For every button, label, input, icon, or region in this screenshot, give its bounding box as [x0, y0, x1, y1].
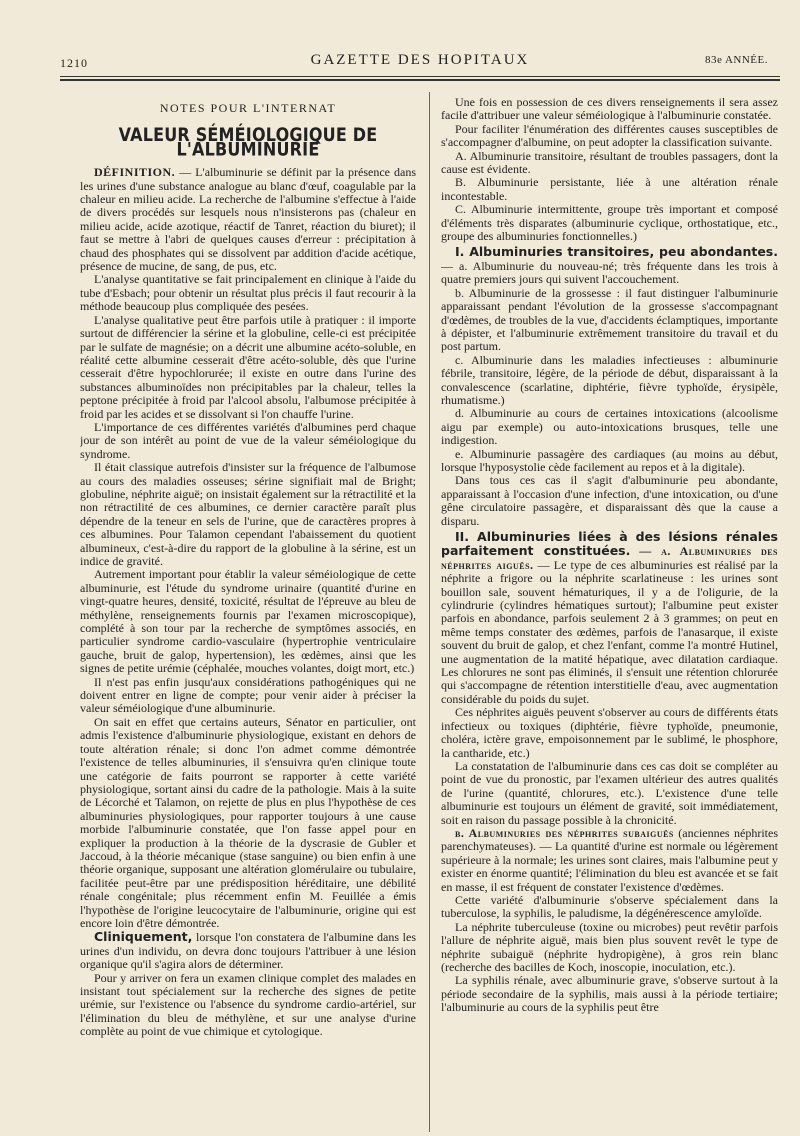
paragraph: Il n'est pas enfin jusqu'aux considérations pathogéniques qui ne doivent entrer en ligne de compte; pour venir aider à préciser la valeur séméiologique d'une albuminurie. — [80, 674, 416, 716]
paragraph: Dans tous ces cas il s'agit d'albuminurie peu abondante, apparaissant à l'occasion d'une infection, d'une intoxication, ou d'une gêne circulatoire passagère, et disparaissant dès que la cause a disparu. — [441, 473, 778, 528]
paragraph — [441, 827, 778, 894]
right-column — [441, 96, 778, 1131]
paragraph: Une fois en possession de ces divers renseignements il sera assez facile d'attribuer une valeur séméiologique à l'albuminurie constatée. — [441, 96, 778, 123]
paragraph: La néphrite tuberculeuse (toxine ou microbes) peut revêtir parfois l'allure de néphrite aiguë, mais bien plus souvent revêt le type de néphrite subaiguë (néphrite hydropigène), à gros rein blanc (recherche des bacilles de Koch, inoscopie, inoculation, etc.). — [441, 919, 778, 974]
paragraph: c. Albuminurie dans les maladies infectieuses : albuminurie fébrile, transitoire, légère, de la période de début, disparaissant à la convalescence (scarlatine, diphtérie, fièvre typhoïde, érysipèle, rhumatisme.) — [441, 352, 778, 407]
paragraph — [441, 530, 778, 706]
paragraph-text: — Le type de ces albuminuries est réalisé par la néphrite a frigore ou la néphrite scarlatineuse : les urines sont bouillon sale, souvent hématuriques, il y a de l'oligurie, de la cylindrurie (cylindres hématiques surtout); l'albumine peut exister parfois en abondance, parfois seulement 2 à 3 grammes; on peut en même temps constater des œdèmes, parfois de l'anasarque, il existe souvent du bruit de galop, et chez l'enfant, comme l'a montré Hutinel, une augmentation de la matité hépatique, avec dilatation cardiaque. Les chlorures ne sont pas éliminés, il s'ensuit une rétention chlorurée qui s'accompagne de rétention interstitielle d'eau, avec augmentation considérable du poids du sujet. — [441, 557, 778, 706]
column-divider — [429, 92, 430, 1132]
paragraph: Cette variété d'albuminurie s'observe spécialement dans la tuberculose, la syphilis, le paludisme, la dégénérescence amyloïde. — [441, 892, 778, 921]
clinique-label: Cliniquement, — [94, 929, 193, 945]
paragraph: La syphilis rénale, avec albuminurie grave, s'observe surtout à la période secondaire de la syphilis, mais aussi à la période tertiaire; l'albuminurie au cours de la syphilis peut être — [441, 973, 778, 1015]
paragraph — [441, 245, 778, 286]
paragraph-text: (anciennes néphrites parenchymateuses). — La quantité d'urine est normale ou légèrement supérieure à la normale; les urines sont claires, mais l'albumine peut y exister en énorme quantité; l'élimination du bleu est avancée et se fait en masse, il est fréquent de constater l'existence d'œdèmes. — [441, 825, 778, 894]
paragraph: On sait en effet que certains auteurs, Sénator en particulier, ont admis l'existence d'albuminurie physiologique, existant en dehors de toute altération rénale; si donc l'on admet comme démontrée l'existence de telles albuminuries, il s'ensuivra qu'en clinique toute une catégorie de faits pourront se rapporter à cette variété physiologique, sortant ainsi du cadre de la pathologie. Mais à la suite de Lécorché et Talamon, on rejette de plus en plus l'hypothèse de ces albuminuries physiologiques, pour rapporter toujours à une cause morbide l'albuminurie constatée, que l'on fasse appel pour en expliquer la production à la théorie de la dyscrasie de Gubler et Jaccoud, à la théorie mécanique (stase sanguine) ou bien enfin à une théorie organique, supposant une altération glomérulaire ou tubulaire, facilitée peut-être par une prédisposition héréditaire, une débilité rénale congénitale; plus récemment enfin M. Feuillée a émis l'hypothèse de l'origine leucocytaire de l'albuminurie, origine qui est encore loin d'être démontrée. — [80, 714, 416, 930]
year-label: 83e ANNÉE. — [704, 54, 768, 66]
paragraph: Pour y arriver on fera un examen clinique complet des malades en insistant tout spécialement sur la recherche des signes de petite urémie, sur l'existence ou l'absence du syndrome cardio-artériel, sur l'élimination du bleu de méthylène, et sur une analyse d'urine complète au point de vue chimique et cytologique. — [80, 970, 416, 1039]
paragraph: Autrement important pour établir la valeur séméiologique de cette albuminurie, est l'étude du syndrome urinaire (quantité d'urine en vingt-quatre heures, densité, toxicité, résultat de l'épreuve au bleu de méthylène, renseignements fournis par l'examen microscopique), complété à son tour par la recherche de symptômes associés, en particulier syndrome cardio-vasculaire (hypertrophie ventriculaire gauche, bruit de galop, hypertension), les œdèmes, ainsi que les signes de petite urémie (céphalée, mouches volantes, doigt mort, etc.) — [80, 567, 416, 676]
paragraph: d. Albuminurie au cours de certaines intoxications (alcoolisme aigu par exemple) ou auto-intoxications brusques, telle une indigestion. — [441, 406, 778, 448]
definition-label: DÉFINITION. — [94, 165, 176, 180]
paragraph: L'importance de ces différentes variétés d'albumines perd chaque jour de son intérêt au point de vue de la valeur séméiologique du syndrome. — [80, 419, 416, 461]
subheading-lesions: II. Albuminuries liées à des lésions rénales parfaitement constituées. — [441, 529, 778, 559]
paragraph: Il était classique autrefois d'insister sur la fréquence de l'albumose au cours des maladies osseuses; sérine signifiait mal de Bright; globuline, néphrite aiguë; on insistait également sur la rétractilité et la non rétractilité de ces albumines, ce dernier caractère paraît plus dépendre de la teneur en sels de l'urine, que de caractères propres à ces albumines. Pour Talamon cependant l'abaissement du quotient albumineux, c'est-à-dire du rapport de la globuline à la sérine, est un indice de gravité. — [80, 460, 416, 568]
subheading-aigues: — a. Albuminuries des néphrites aiguës. — [441, 544, 778, 572]
paragraph — [80, 930, 416, 971]
paragraph: La constatation de l'albuminurie dans ces cas doit se compléter au point de vue du pronostic, par l'examen ultérieur des autres qualités de l'urine (quantité, chlorures, etc.). L'existence d'une telle albuminurie est toujours un élément de gravité, soit immédiatement, soit en raison du passage possible à la chronicité. — [441, 758, 778, 827]
publication-title: GAZETTE DES HOPITAUX — [310, 52, 530, 68]
paragraph-text: — L'albuminurie se définit par la présence dans les urines d'une substance analogue au blanc d'œuf, coagulable par la chaleur en milieu acide. La recherche de l'albumine s'effectue à l'aide de divers procédés sur lesquels nous n'insisterons pas (chaleur en milieu acide, acide azotique, réactif de Tanret, réaction du biuret); il faut se mettre à l'abri de quelques causes d'erreur : précipitation à chaud des phosphates qui se dissolvent par addition d'acide acétique, présence de mucine, de sang, de pus, etc. — [80, 165, 416, 274]
paragraph: L'analyse qualitative peut être parfois utile à pratiquer : il importe surtout de différencier la sérine et la globuline, celle-ci est précipitée par le sulfate de magnésie; on a décrit une albumine acéto-soluble, en réalité cette albumine cesserait d'être acéto-soluble, dès que l'urine cesserait d'être hypochlorurée; il existe en outre dans l'urine des substances albuminoïdes non précipitables par la chaleur, telles la peptone précipitée à froid par l'alcool absolu, l'albumose précipitée à froid par les acides et se dissolvant si l'on chauffe l'urine. — [80, 312, 416, 421]
paragraph-text: lorsque l'on constatera de l'albumine dans les urines d'un individu, on devra donc toujours l'attribuer à une lésion organique qu'il s'agira alors de déterminer. — [80, 930, 416, 972]
paragraph: Pour faciliter l'énumération des différentes causes susceptibles de s'accompagner d'albumine, on peut adopter la classification suivante. — [441, 121, 778, 150]
paragraph: L'analyse quantitative se fait principalement en clinique à l'aide du tube d'Esbach; pour obtenir un résultat plus précis il faut recourir à la méthode beaucoup plus compliquée des pesées. — [80, 272, 416, 314]
paragraph: B. Albuminurie persistante, liée à une altération rénale incontestable. — [441, 175, 778, 203]
subheading-transitoires: I. Albuminuries transitoires, peu abondantes. — [455, 244, 778, 260]
page-number: 1210 — [60, 56, 88, 70]
paragraph: b. Albuminurie de la grossesse : il faut distinguer l'albuminurie apparaissant pendant l'évolution de la grossesse s'accompagnant d'œdèmes, de troubles de la vue, d'accidents éclamptiques, importante à dépister, et l'albuminurie extrêmement transitoire du travail et du post partum. — [441, 285, 778, 354]
paragraph: C. Albuminurie intermittente, groupe très important et composé d'éléments très disparates (albuminurie cyclique, orthostatique, etc., groupe des albuminuries fonctionnelles.) — [441, 202, 778, 244]
header-rule-thin — [60, 76, 780, 77]
paragraph — [80, 166, 416, 273]
paragraph: A. Albuminurie transitoire, résultant de troubles passagers, dont la cause est évidente. — [441, 148, 778, 177]
page-header — [60, 50, 780, 74]
subheading-subaigues: b. Albuminuries des néphrites subaiguës — [455, 825, 674, 840]
left-column — [80, 96, 416, 1131]
paragraph: Ces néphrites aiguës peuvent s'observer au cours de différents états infectieux ou toxiques (diphtérie, fièvre typhoïde, pneumonie, choléra, ictère grave, empoisonnement par le sublimé, le phosphore, la cantharide, etc.) — [441, 705, 778, 760]
article-title: VALEUR SÉMÉIOLOGIQUE DE L'ALBUMINURIE — [118, 123, 378, 162]
section-heading: NOTES POUR L'INTERNAT — [159, 101, 337, 115]
header-rule-thick — [60, 79, 780, 81]
paragraph-text: — a. Albuminurie du nouveau-né; très fréquente dans les trois à quatre premiers jours qui suivent l'accouchement. — [441, 258, 778, 287]
paragraph: e. Albuminurie passagère des cardiaques (au moins au début, lorsque l'hyposystolie cède facilement au repos et à la digitale). — [441, 446, 778, 474]
